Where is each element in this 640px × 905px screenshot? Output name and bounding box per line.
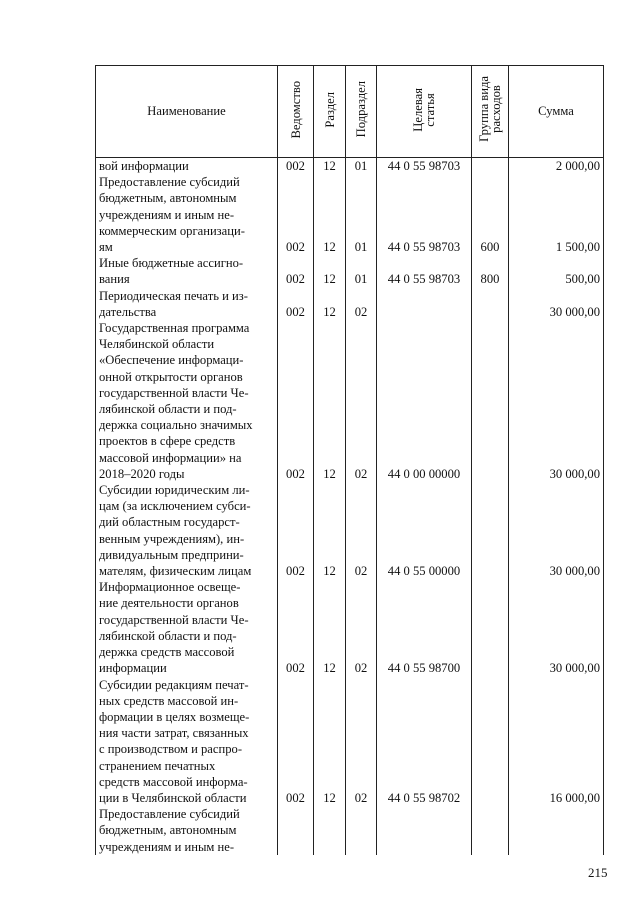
row-target-cell: 44 0 55 98703 [377,158,472,175]
header-department: Ведомство [278,66,314,158]
name-line: формации в целях возмеще- [99,709,250,724]
table-row [96,806,604,855]
header-target-line2: статья [423,92,437,127]
header-target-article [377,66,472,158]
table-row [96,255,604,287]
row-section-cell: 12 [314,158,346,175]
name-line: ных средств массовой ин- [99,693,239,708]
row-section-cell: 12 [314,174,346,255]
row-subsection-cell: 02 [346,288,377,320]
row-sum-cell: 30 000,00 [509,579,604,676]
row-department-cell: 002 [278,158,314,175]
name-line: государственной власти Че- [99,612,249,627]
table-row [96,482,604,579]
name-line: венным учреждениям), ин- [99,531,245,546]
table-header [96,66,604,158]
row-subsection-cell: 01 [346,174,377,255]
row-subsection-cell: 02 [346,677,377,807]
row-section-cell: 12 [314,482,346,579]
row-department-cell: 002 [278,255,314,287]
row-department-cell: 002 [278,288,314,320]
row-group-cell [472,806,509,855]
header-group-line1: Группа вида [477,76,491,143]
row-group-cell [472,288,509,320]
row-department-cell: 002 [278,482,314,579]
name-line: «Обеспечение информаци- [99,353,244,368]
name-line: массовой информации» на [99,450,242,465]
row-subsection-cell: 02 [346,320,377,482]
budget-table [95,65,604,855]
row-sum-cell: 500,00 [509,255,604,287]
row-section-cell [314,806,346,855]
row-sum-cell: 1 500,00 [509,174,604,255]
name-line: ции в Челябинской области [99,790,247,805]
row-group-cell [472,482,509,579]
row-sum-cell: 2 000,00 [509,158,604,175]
row-subsection-cell: 02 [346,579,377,676]
header-section: Раздел [314,66,346,158]
row-sum-cell: 16 000,00 [509,677,604,807]
row-target-cell [377,806,472,855]
table-row [96,677,604,807]
name-line: Иные бюджетные ассигно- [99,256,244,271]
row-section-cell: 12 [314,677,346,807]
table-row [96,579,604,676]
row-subsection-cell: 01 [346,158,377,175]
row-name-cell [96,255,278,287]
name-line: бюджетным, автономным [99,823,237,838]
name-line: проектов в сфере средств [99,434,236,449]
header-target-line1: Целевая [411,87,425,132]
row-group-cell: 800 [472,255,509,287]
name-line: государственной власти Че- [99,385,249,400]
name-line: 2018–2020 годы [99,466,185,481]
row-department-cell: 002 [278,677,314,807]
header-expense-group [472,66,509,158]
page-number: 215 [588,865,608,880]
row-target-cell: 44 0 00 00000 [377,320,472,482]
name-line: Субсидии редакциям печат- [99,677,249,692]
row-department-cell: 002 [278,174,314,255]
name-line: держка социально значимых [99,418,253,433]
table-row [96,174,604,255]
name-line: вания [99,272,130,287]
table-row [96,158,604,175]
name-line: с производством и распро- [99,742,243,757]
header-sum: Сумма [509,66,604,158]
name-line: Государственная программа [99,321,250,336]
row-group-cell [472,677,509,807]
row-department-cell [278,806,314,855]
row-name-cell [96,482,278,579]
name-line: Предоставление субсидий [99,807,240,822]
row-department-cell: 002 [278,320,314,482]
name-line: лябинской области и под- [99,628,237,643]
row-target-cell: 44 0 55 00000 [377,482,472,579]
name-line: держка средств массовой [99,645,235,660]
row-sum-cell [509,806,604,855]
table-row [96,288,604,320]
name-line: Челябинской области [99,337,215,352]
header-group-line2: расходов [489,85,503,134]
row-target-cell [377,288,472,320]
name-line: странением печатных [99,758,216,773]
name-line: ния части затрат, связанных [99,726,249,741]
row-group-cell [472,320,509,482]
table-row [96,320,604,482]
row-target-cell: 44 0 55 98703 [377,255,472,287]
row-section-cell: 12 [314,255,346,287]
name-line: вой информации [99,159,189,173]
name-line: лябинской области и под- [99,402,237,417]
name-line: коммерческим организаци- [99,223,245,238]
name-line: учреждениям и иным не- [99,207,235,222]
row-target-cell: 44 0 55 98702 [377,677,472,807]
row-subsection-cell [346,806,377,855]
row-group-cell [472,158,509,175]
name-line: дий областным государст- [99,515,240,530]
name-line: Периодическая печать и из- [99,288,248,303]
row-group-cell [472,579,509,676]
name-line: ние деятельности органов [99,596,239,611]
row-group-cell: 600 [472,174,509,255]
name-line: дивидуальным предприни- [99,547,244,562]
name-line: дательства [99,304,157,319]
row-target-cell: 44 0 55 98700 [377,579,472,676]
header-subsection: Подраздел [346,66,377,158]
row-name-cell [96,677,278,807]
row-section-cell: 12 [314,579,346,676]
row-sum-cell: 30 000,00 [509,482,604,579]
name-line: средств массовой информа- [99,774,248,789]
header-name: Наименование [96,66,278,158]
name-line: цам (за исключением субси- [99,499,251,514]
row-subsection-cell: 02 [346,482,377,579]
name-line: учреждениям и иным не- [99,839,235,854]
name-line: мателям, физическим лицам [99,564,252,579]
name-line: Субсидии юридическим ли- [99,483,250,498]
name-line: бюджетным, автономным [99,191,237,206]
row-name-cell [96,174,278,255]
name-line: Информационное освеще- [99,580,241,595]
row-sum-cell: 30 000,00 [509,320,604,482]
row-section-cell: 12 [314,288,346,320]
name-line: ям [99,240,113,255]
row-name-cell [96,806,278,855]
name-line: информации [99,661,167,676]
name-line: Предоставление субсидий [99,175,240,190]
row-name-cell [96,158,278,175]
row-department-cell: 002 [278,579,314,676]
row-subsection-cell: 01 [346,255,377,287]
row-name-cell [96,579,278,676]
row-name-cell [96,288,278,320]
row-target-cell: 44 0 55 98703 [377,174,472,255]
table-body [96,158,604,855]
row-name-cell [96,320,278,482]
row-sum-cell: 30 000,00 [509,288,604,320]
name-line: онной открытости органов [99,369,243,384]
row-section-cell: 12 [314,320,346,482]
